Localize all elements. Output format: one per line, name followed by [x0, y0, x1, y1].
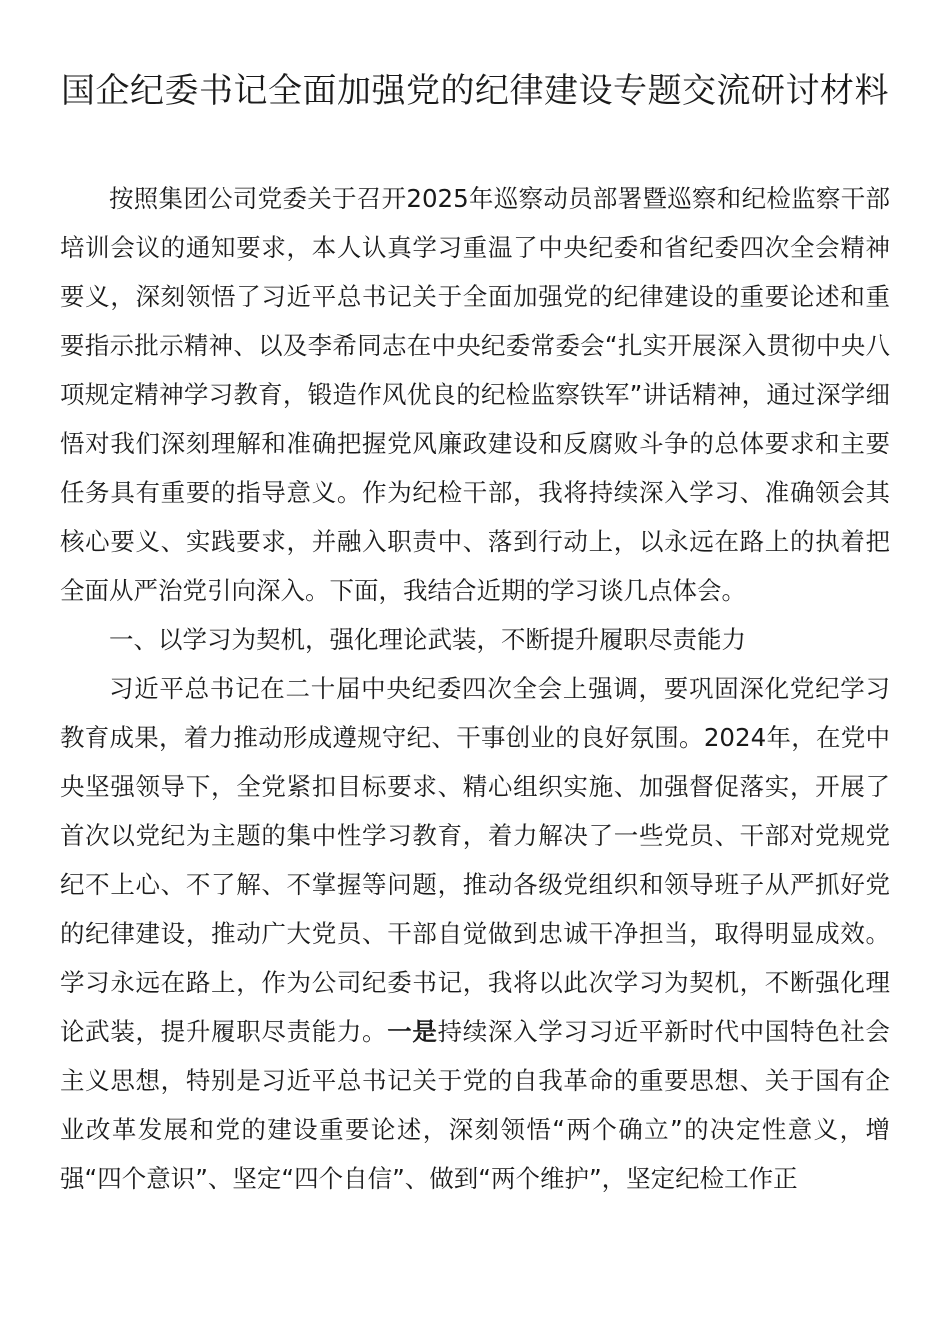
document-page	[60, 66, 890, 1203]
document-title: 国企纪委书记全面加强党的纪律建设专题交流研讨材料	[61, 71, 889, 111]
intro-paragraph: 按照集团公司党委关于召开2025年巡察动员部署暨巡察和纪检监察干部培训会议的通知要求，本人认真学习重温了中央纪委和省纪委四次全会精神要义，深刻领悟了习近平总书记关于全面加强党的纪律建设的重要论述和重要指示批示精神、以及李希同志在中央纪委常委会“扎实开展深入贯彻中央八项规定精神学习教育，锻造作风优良的纪检监察铁军”讲话精神，通过深学细悟对我们深刻理解和准确把握党风廉政建设和反腐败斗争的总体要求和主要任务具有重要的指导意义。作为纪检干部，我将持续深入学习、准确领会其核心要义、实践要求，并融入职责中、落到行动上，以永远在路上的执着把全面从严治党引向深入。下面，我结合近期的学习谈几点体会。	[60, 184, 890, 605]
section-1-text-part-2: 持续深入学习习近平新时代中国特色社会主义思想，特别是习近平总书记关于党的自我革命的重要思想、关于国有企业改革发展和党的建设重要论述，深刻领悟“两个确立”的决定性意义，增强“四个意识”、坚定“四个自信”、做到“两个维护”，坚定纪检工作正	[60, 1017, 890, 1193]
section-1-paragraph	[60, 664, 890, 1203]
section-1-bold-lead: 一是	[387, 1017, 438, 1046]
section-heading-1: 一、以学习为契机，强化理论武装，不断提升履职尽责能力	[109, 625, 746, 654]
document-body	[60, 174, 890, 1203]
section-1-text-part-1: 习近平总书记在二十届中央纪委四次全会上强调，要巩固深化党纪学习教育成果，着力推动形成遵规守纪、干事创业的良好氛围。2024年，在党中央坚强领导下，全党紧扣目标要求、精心组织实施、加强督促落实，开展了首次以党纪为主题的集中性学习教育，着力解决了一些党员、干部对党规党纪不上心、不了解、不掌握等问题，推动各级党组织和领导班子从严抓好党的纪律建设，推动广大党员、干部自觉做到忠诚干净担当，取得明显成效。学习永远在路上，作为公司纪委书记，我将以此次学习为契机，不断强化理论武装，提升履职尽责能力。	[60, 674, 890, 1046]
